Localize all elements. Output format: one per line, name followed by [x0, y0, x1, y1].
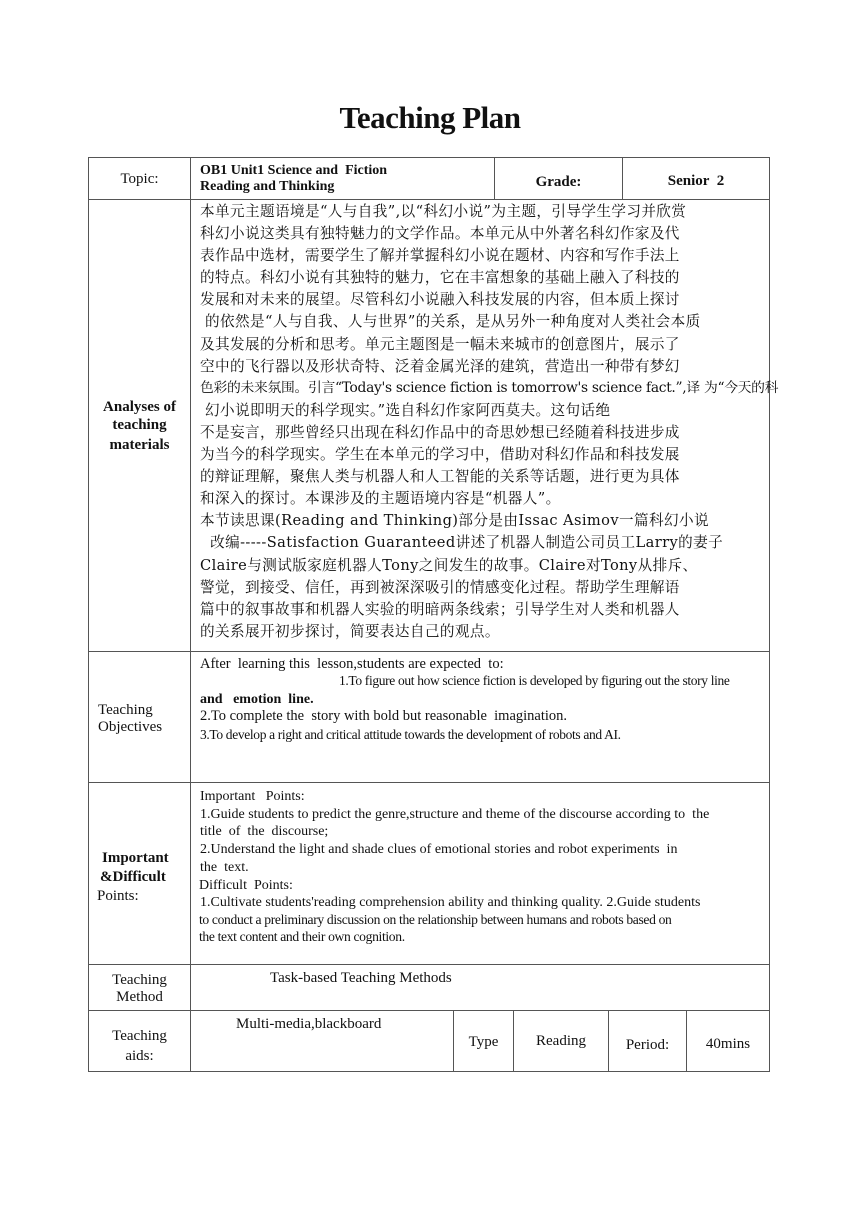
points-label-line2: &Difficult [100, 869, 166, 885]
analyses-line: 为当今的科学现实。学生在本单元的学习中，借助对科幻作品和科技发展 [200, 446, 680, 464]
objectives-label-cell [88, 651, 191, 783]
type-value: Reading [536, 1033, 586, 1049]
analyses-line: Claire与测试版家庭机器人Tony之间发生的故事。Claire对Tony从排斥、 [200, 556, 698, 574]
type-value-cell [513, 1010, 609, 1072]
analyses-line: 警觉，到接受、信任，再到被深深吸引的情感变化过程。帮助学生理解语 [200, 578, 680, 596]
method-label-line2: Method [116, 989, 163, 1005]
grade-label: Grade: [535, 174, 582, 190]
analyses-text [200, 202, 779, 644]
analyses-line: 表作品中选材，需要学生了解并掌握科幻小说在题材、内容和写作手法上 [200, 247, 680, 265]
analyses-line: 本节读思课(Reading and Thinking)部分是由Issac Asimov一篇科幻小说 [200, 512, 709, 530]
points-label-line1: Important [102, 850, 169, 866]
aids-label-cell [88, 1010, 191, 1072]
method-value-cell [190, 964, 770, 1011]
method-label-line1: Teaching [112, 972, 167, 988]
grade-value-cell [622, 157, 770, 200]
difficult-point-line3: the text content and their own cognition. [199, 929, 405, 944]
topic-value-line1: OB1 Unit1 Science and Fiction [200, 163, 388, 178]
objectives-label-line1: Teaching [98, 702, 153, 718]
analyses-line: 的辩证理解，聚焦人类与机器人和人工智能的关系等话题，进行更为具体 [200, 468, 680, 486]
analyses-line: 改编-----Satisfaction Guaranteed讲述了机器人制造公司员工Larry的妻子 [200, 534, 724, 552]
analyses-line: 篇中的叙事故事和机器人实验的明暗两条线索；引导学生对人类和机器人 [200, 600, 680, 618]
type-label: Type [468, 1034, 499, 1050]
analyses-label-cell [88, 199, 191, 652]
analyses-line: 发展和对未来的展望。尽管科幻小说融入科技发展的内容，但本质上探讨 [200, 291, 680, 309]
aids-label-line1: Teaching [112, 1028, 167, 1044]
important-point-1-line1: 1.Guide students to predict the genre,structure and theme of the discourse according to the [200, 807, 710, 822]
analyses-label-line2: teaching [112, 417, 167, 433]
topic-value-line2: Reading and Thinking [200, 179, 335, 194]
topic-value-cell [190, 157, 495, 200]
period-label: Period: [625, 1037, 670, 1053]
analyses-line: 科幻小说这类具有独特魅力的文学作品。本单元从中外著名科幻作家及代 [200, 225, 680, 243]
objectives-intro: After learning this lesson,students are expected to: [200, 656, 504, 672]
analyses-line: 的依然是“人与自我、人与世界”的关系，是从另外一种角度对人类社会本质 [200, 313, 701, 331]
method-value: Task-based Teaching Methods [270, 970, 452, 986]
analyses-label-line1: Analyses of [103, 399, 176, 415]
analyses-line: 和深入的探讨。本课涉及的主题语境内容是“机器人”。 [200, 490, 561, 508]
page-title: Teaching Plan [339, 100, 521, 135]
important-points-heading: Important Points: [200, 789, 305, 804]
aids-value: Multi-media,blackboard [236, 1016, 382, 1032]
objective-3: 3.To develop a right and critical attitude towards the development of robots and AI. [200, 727, 621, 742]
grade-value: Senior 2 [667, 173, 725, 189]
period-value-cell [686, 1010, 770, 1072]
analyses-line: 色彩的未来氛围。引言“Today's science fiction is tomorrow's science fact.”,译 为“今天的科 [200, 379, 779, 396]
grade-label-cell [494, 157, 623, 200]
analyses-line: 及其发展的分析和思考。单元主题图是一幅未来城市的创意图片，展示了 [200, 335, 680, 353]
analyses-line: 本单元主题语境是“人与自我”,以“科幻小说”为主题，引导学生学习并欣赏 [200, 203, 687, 220]
important-point-1-line2: title of the discourse; [200, 824, 329, 839]
difficult-point-line2: to conduct a preliminary discussion on the relationship between humans and robots based on [199, 912, 672, 927]
aids-label-line2: aids: [125, 1048, 154, 1064]
objectives-text-cell [190, 651, 770, 783]
method-label-cell [88, 964, 191, 1011]
period-value: 40mins [705, 1036, 751, 1052]
objectives-label-line2: Objectives [98, 719, 163, 735]
aids-value-cell [190, 1010, 454, 1072]
points-label-cell [88, 782, 191, 965]
analyses-line: 空中的飞行器以及形状奇特、泛着金属光泽的建筑，营造出一种带有梦幻 [200, 357, 680, 375]
analyses-text-cell [190, 199, 779, 652]
topic-label-cell [88, 157, 191, 200]
objective-2: 2.To complete the story with bold but reasonable imagination. [200, 708, 568, 724]
analyses-line: 的关系展开初步探讨，简要表达自己的观点。 [200, 622, 500, 640]
points-text-cell [190, 782, 770, 965]
difficult-points-heading: Difficult Points: [199, 878, 293, 893]
topic-label: Topic: [120, 171, 159, 187]
objective-1-line2: and emotion line. [200, 692, 314, 707]
analyses-line: 幻小说即明天的科学现实。”选自科幻作家阿西莫夫。这句话绝 [200, 401, 611, 419]
difficult-point-line1: 1.Cultivate students'reading comprehension ability and thinking quality. 2.Guide students [200, 895, 701, 910]
period-label-cell [608, 1010, 687, 1072]
analyses-line: 的特点。科幻小说有其独特的魅力，它在丰富想象的基础上融入了科技的 [200, 269, 680, 287]
points-label-line3: Points: [97, 888, 139, 904]
important-point-2-line1: 2.Understand the light and shade clues of emotional stories and robot experiments in [200, 842, 678, 857]
important-point-2-line2: the text. [200, 860, 249, 875]
analyses-label-line3: materials [109, 437, 170, 453]
analyses-line: 不是妄言，那些曾经只出现在科幻作品中的奇思妙想已经随着科技进步成 [200, 423, 680, 441]
type-label-cell [453, 1010, 514, 1072]
objective-1-line1: 1.To figure out how science fiction is developed by figuring out the story line [339, 673, 730, 688]
